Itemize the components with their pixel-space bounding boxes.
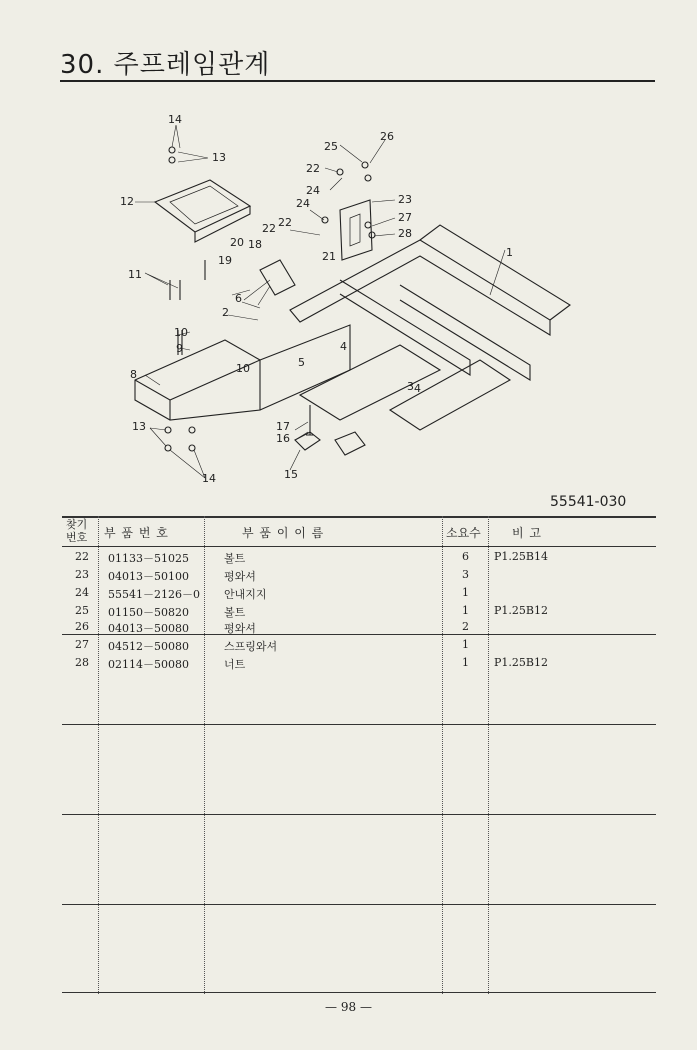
- svg-text:25: 25: [324, 140, 338, 153]
- table-row: 24 55541－2126－0 안내지지 1: [75, 586, 469, 601]
- svg-text:27: 27: [398, 211, 412, 224]
- svg-text:19: 19: [218, 254, 232, 267]
- svg-text:21: 21: [322, 250, 336, 263]
- title-underline: [60, 80, 655, 82]
- svg-text:9: 9: [176, 342, 183, 355]
- svg-text:20: 20: [230, 236, 244, 249]
- table-row: 27 04512－50080 스프링와셔 1: [75, 638, 469, 653]
- svg-text:16: 16: [276, 432, 290, 445]
- svg-text:8: 8: [130, 368, 137, 381]
- svg-text:13: 13: [212, 151, 226, 164]
- svg-text:13: 13: [132, 420, 146, 433]
- svg-text:12: 12: [120, 195, 134, 208]
- lower-frame: [135, 340, 260, 420]
- svg-text:5: 5: [298, 356, 305, 369]
- table-row: 26 04013－50080 평와셔 2: [75, 620, 469, 635]
- svg-text:22: 22: [278, 216, 292, 229]
- step-plate: [155, 180, 250, 232]
- svg-text:24: 24: [296, 197, 310, 210]
- support-bracket: [340, 200, 372, 260]
- frame-exploded-diagram: [110, 110, 590, 490]
- svg-text:23: 23: [398, 193, 412, 206]
- svg-text:22: 22: [262, 222, 276, 235]
- header-ref: 찾기 번호: [66, 518, 88, 544]
- table-row: 22 01133－51025 볼트 6 P1.25B14: [75, 550, 548, 565]
- svg-text:17: 17: [276, 420, 290, 433]
- svg-text:2: 2: [222, 306, 229, 319]
- svg-text:1: 1: [506, 246, 513, 259]
- header-part-no: 부 품 번 호: [104, 526, 169, 540]
- header-qty: 소요수: [446, 526, 481, 540]
- svg-text:26: 26: [380, 130, 394, 143]
- svg-text:22: 22: [306, 162, 320, 175]
- header-remark: 비 고: [512, 526, 542, 540]
- footer-rule: [62, 992, 656, 993]
- svg-text:10: 10: [236, 362, 250, 375]
- svg-text:14: 14: [202, 472, 216, 485]
- parts-table: [62, 516, 656, 994]
- header-part-name: 부 품 이 이 름: [242, 526, 325, 540]
- svg-text:11: 11: [128, 268, 142, 281]
- page-title: 30. 주프레임관계: [60, 50, 271, 80]
- table-row: 25 01150－50820 볼트 1 P1.25B12: [75, 604, 548, 619]
- callout-14-top: 14: [168, 113, 182, 126]
- svg-text:15: 15: [284, 468, 298, 481]
- table-row: 28 02114－50080 너트 1 P1.25B12: [75, 656, 548, 671]
- svg-text:28: 28: [398, 227, 412, 240]
- svg-text:18: 18: [248, 238, 262, 251]
- svg-text:6: 6: [235, 292, 242, 305]
- svg-text:24: 24: [306, 184, 320, 197]
- diagram-code: 55541-030: [550, 494, 627, 510]
- svg-text:10: 10: [174, 326, 188, 339]
- svg-text:3: 3: [407, 380, 414, 393]
- table-row: 23 04013－50100 평와셔 3: [75, 568, 469, 583]
- page-number: — 98 —: [325, 1000, 372, 1014]
- svg-text:4: 4: [340, 340, 347, 353]
- svg-text:4: 4: [414, 382, 421, 395]
